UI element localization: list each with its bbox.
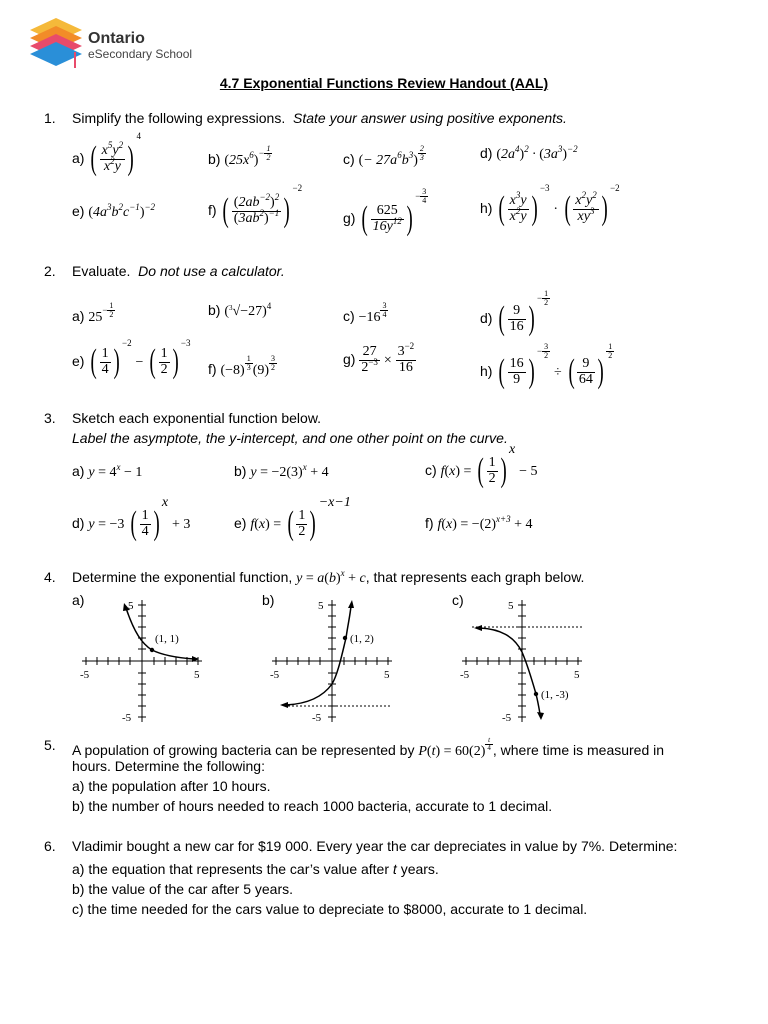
question-5-line2: hours. Determine the following:: [72, 758, 265, 774]
svg-text:(1, -3): (1, -3): [541, 689, 569, 701]
q2-part-c: c) −16 $^{\frac{3}{4}}$: [343, 301, 387, 325]
svg-text:-5: -5: [502, 712, 512, 724]
question-5-number: 5.: [44, 737, 56, 753]
q4-graph-b: [262, 594, 402, 728]
q4-graph-c: [452, 594, 592, 728]
graph-b-curve: [286, 606, 351, 705]
svg-text:5: 5: [384, 669, 390, 681]
q3-part-d: d) y = −3 ( $\frac{1}{4}$ )$^x$ + 3: [72, 495, 191, 543]
ontario-logo-icon: [26, 16, 86, 74]
graph-a-point: [150, 648, 154, 652]
q3-part-a: a) $y = 4^x - 1$: [72, 462, 143, 480]
graph-c-curve: [480, 628, 540, 714]
q1-part-e: e) $(4a^3b^2c^{-1})^{-2}$: [72, 202, 156, 220]
q4-part-c-label: c): [452, 592, 464, 608]
q1-part-g: g) ( $\frac{625}{16y^{12}}$ )$^{- \frac{3}{4}}$: [343, 187, 427, 238]
q1-part-a: a) ( $\frac{x^5y^2}{x^2y}$ )$^4$: [72, 131, 141, 178]
q2-part-a: a) $25^{- \frac{1}{2}}$: [72, 301, 114, 325]
q4-part-a-label: a): [72, 592, 85, 608]
question-3-text: Sketch each exponential function below.: [72, 410, 322, 426]
q1-part-c: c) (− $27a^6b^3$) $^{\frac{2}{3}}$: [343, 144, 424, 168]
question-2-text: Evaluate. Do not use a calculator.: [72, 263, 285, 279]
graph-a-point-label: (1, 1): [155, 633, 179, 645]
question-5-text: A population of growing bacteria can be represented by P(t) = 60(2) $^{\frac{t}{4}}$ , where time is measured in: [72, 736, 665, 759]
logo-subtitle: eSecondary School: [88, 47, 193, 61]
graph-a-xtick-max: 5: [194, 669, 200, 681]
q1-part-h: h) ( $\frac{x^3y}{x^2y}$ )$^{-3}$ · ( $\frac{x^2y^2}{xy^3}$ )$^{-2}$: [480, 183, 620, 228]
svg-text:-5: -5: [312, 712, 322, 724]
q2-part-e: e) ( $\frac{1}{4}$ )$^{-2}$ − ( $\frac{1}{2}$ )$^{-3}$: [72, 338, 191, 381]
page-title: 4.7 Exponential Functions Review Handout (AAL): [219, 75, 549, 91]
q2-part-g: g) $\frac{27}{2^{-3}}$ × $\frac{3^{-2}}{16}$: [343, 341, 415, 375]
q4-part-b-label: b): [262, 592, 275, 608]
q1-part-f: f) ( $\frac{(2ab^{-2})^2}{(3ab^2)^{-1}}$ )$^{-2}$: [208, 183, 303, 230]
question-5-line4: b) the number of hours needed to reach 1000 bacteria, accurate to 1 decimal.: [72, 798, 553, 814]
graph-a-xtick-min: -5: [80, 669, 90, 681]
question-4-text: Determine the exponential function, $y = a(b)^x + c$, that represents each graph below.: [72, 568, 585, 586]
svg-text:-5: -5: [270, 669, 280, 681]
question-1-number: 1.: [44, 110, 56, 126]
question-5-line3: a) the population after 10 hours.: [72, 778, 271, 794]
question-6-line3: b) the value of the car after 5 years.: [72, 881, 294, 897]
question-2-number: 2.: [44, 263, 56, 279]
question-4-number: 4.: [44, 569, 56, 585]
graph-a-axes: [82, 600, 202, 722]
svg-text:5: 5: [318, 600, 324, 612]
question-6-line2: a) the equation that represents the car’s value after t years.: [72, 861, 439, 877]
svg-text:-5: -5: [460, 669, 470, 681]
question-6-number: 6.: [44, 838, 56, 854]
question-3-number: 3.: [44, 410, 56, 426]
question-6-line4: c) the time needed for the cars value to depreciate to $8000, accurate to 1 decimal.: [72, 901, 588, 917]
svg-text:(1, 2): (1, 2): [350, 633, 374, 645]
q3-part-e: e) f(x) = ( $\frac{1}{2}$ )$^{-x-1}$: [234, 495, 351, 543]
q3-part-f: f) $f(x) = -(2)^{x+3} + 4$: [425, 514, 533, 532]
logo-name: Ontario: [88, 30, 145, 47]
q3-part-b: b) $y = -2(3)^x + 4$: [234, 462, 329, 480]
q2-part-h: h) ( $\frac{16}{9}$ )$^{- \frac{3}{2}}$ ÷ ( $\frac{9}{64}$ ) $^{\frac{1}{2}}$: [480, 342, 613, 391]
q2-part-d: d) ( $\frac{9}{16}$ )$^{- \frac{1}{2}}$: [480, 289, 549, 338]
graph-a-ytick-max: 5: [128, 600, 134, 612]
q4-graph-a: [72, 594, 212, 728]
graph-a-ytick-min: -5: [122, 712, 132, 724]
question-6-text: Vladimir bought a new car for $19 000. Every year the car depreciates in value by 7%. Determine:: [72, 838, 678, 854]
question-1-text: Simplify the following expressions. State your answer using positive exponents.: [72, 110, 567, 126]
q2-part-b: b) $(^3√-27)^4$: [208, 301, 272, 319]
q2-part-f: f) (−8) $^{\frac{1}{3}}$ (9) $^{\frac{3}{2}}$: [208, 354, 276, 378]
question-3-instruction: Label the asymptote, the y-intercept, and one other point on the curve.: [72, 430, 508, 446]
svg-text:5: 5: [508, 600, 514, 612]
svg-text:5: 5: [574, 669, 580, 681]
q3-part-c: c) f(x) = ( $\frac{1}{2}$ )$^x$ − 5: [425, 442, 538, 490]
q1-part-d: d) $(2a^4)^2 \cdot (3a^3)^{-2}$: [480, 144, 578, 162]
q1-part-b: b) $(25x^6)^{- \frac{1}{2}}$: [208, 144, 271, 168]
